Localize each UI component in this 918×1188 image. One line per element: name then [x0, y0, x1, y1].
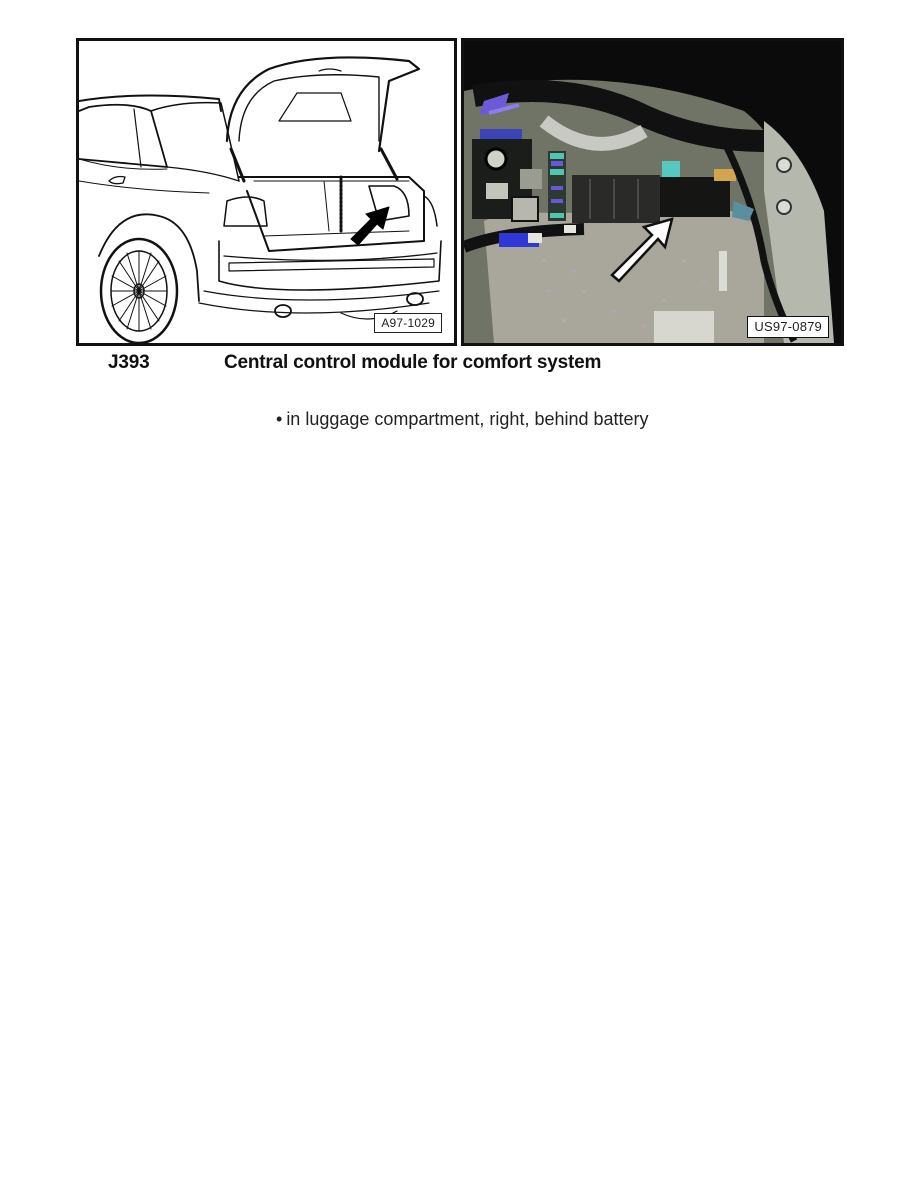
bullet-icon: •	[276, 409, 283, 429]
location-bullet-item	[276, 409, 649, 430]
luggage-compartment-photo	[464, 41, 841, 343]
component-code: J393	[108, 352, 150, 373]
figure-label-right: US97-0879	[747, 316, 829, 338]
location-text: in luggage compartment, right, behind battery	[286, 409, 649, 429]
car-rear-illustration	[79, 41, 454, 343]
figure-label-left: A97-1029	[374, 313, 442, 333]
component-title: Central control module for comfort system	[224, 352, 602, 373]
figure-car-rear-drawing	[76, 38, 457, 346]
figure-luggage-compartment-photo	[461, 38, 844, 346]
